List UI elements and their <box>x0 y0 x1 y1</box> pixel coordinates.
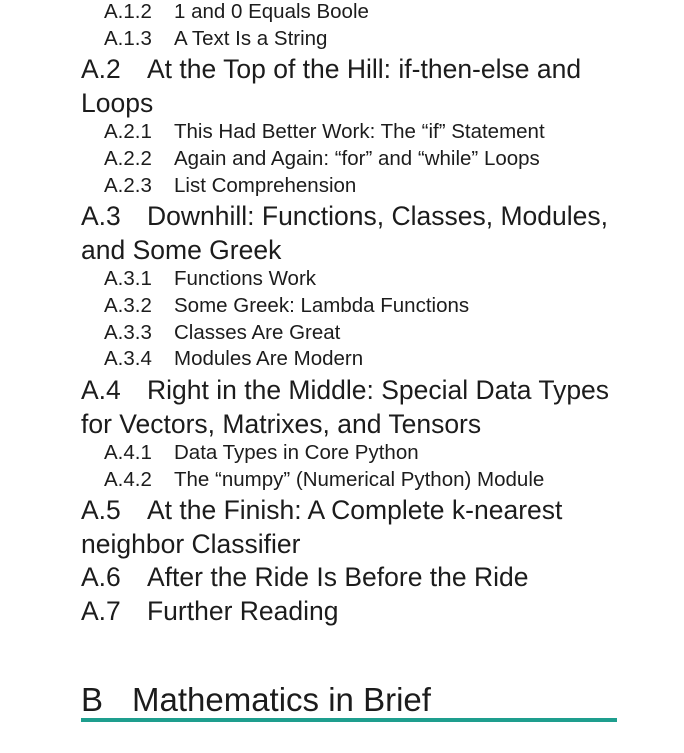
chapter-number: B <box>81 681 104 718</box>
entry-title: Data Types in Core Python <box>174 441 419 464</box>
toc-entry-a-4-1[interactable] <box>104 439 419 466</box>
toc-entry-a-4-2[interactable] <box>104 466 544 493</box>
chapter-underline-rule <box>81 718 617 722</box>
toc-entry-a-3[interactable] <box>81 199 641 267</box>
entry-title: Functions Work <box>174 267 317 290</box>
entry-title: Classes Are Great <box>174 321 341 344</box>
entry-title: List Comprehension <box>174 174 357 197</box>
entry-title: Downhill: Functions, Classes, Modules, and Some Greek <box>81 201 608 265</box>
entry-number: A.7 <box>81 596 121 626</box>
entry-title: Right in the Middle: Special Data Types for Vectors, Matrixes, and Tensors <box>81 375 610 439</box>
toc-entry-a-1-3[interactable] <box>104 25 327 52</box>
entry-number: A.1.3 <box>104 27 152 50</box>
entry-number: A.3 <box>81 201 121 231</box>
entry-number: A.5 <box>81 495 121 525</box>
entry-title: Further Reading <box>147 596 339 626</box>
entry-number: A.3.1 <box>104 267 152 290</box>
entry-number: A.4.2 <box>104 468 152 491</box>
entry-number: A.6 <box>81 562 121 592</box>
toc-entry-a-1-2[interactable] <box>104 0 369 25</box>
toc-entry-a-3-3[interactable] <box>104 319 340 346</box>
entry-number: A.3.2 <box>104 294 152 317</box>
entry-title: The “numpy” (Numerical Python) Module <box>174 468 545 491</box>
chapter-title: Mathematics in Brief <box>132 681 431 718</box>
toc-entry-a-4[interactable] <box>81 373 641 441</box>
entry-number: A.2.2 <box>104 147 152 170</box>
toc-entry-a-3-1[interactable] <box>104 265 316 292</box>
entry-number: A.2 <box>81 54 121 84</box>
entry-number: A.4.1 <box>104 441 152 464</box>
entry-title: This Had Better Work: The “if” Statement <box>174 120 545 143</box>
entry-number: A.2.1 <box>104 120 152 143</box>
entry-title: At the Finish: A Complete k-nearest neighbor Classifier <box>81 495 563 559</box>
toc-entry-a-3-2[interactable] <box>104 292 469 319</box>
entry-title: 1 and 0 Equals Boole <box>174 0 369 23</box>
entry-title: Some Greek: Lambda Functions <box>174 294 470 317</box>
toc-entry-a-2-3[interactable] <box>104 172 356 199</box>
entry-title: A Text Is a String <box>174 27 328 50</box>
toc-entry-a-2-1[interactable] <box>104 118 545 145</box>
toc-entry-a-2[interactable] <box>81 52 641 120</box>
entry-title: At the Top of the Hill: if-then-else and Loops <box>81 54 582 118</box>
entry-number: A.3.3 <box>104 321 152 344</box>
entry-number: A.2.3 <box>104 174 152 197</box>
toc-entry-a-5[interactable] <box>81 493 641 561</box>
entry-number: A.1.2 <box>104 0 152 23</box>
entry-number: A.3.4 <box>104 347 152 370</box>
toc-entry-a-3-4[interactable] <box>104 345 363 372</box>
chapter-heading-b[interactable] <box>81 680 617 720</box>
entry-title: Modules Are Modern <box>174 347 364 370</box>
entry-title: Again and Again: “for” and “while” Loops <box>174 147 540 170</box>
entry-title: After the Ride Is Before the Ride <box>147 562 529 592</box>
toc-entry-a-6[interactable] <box>81 560 641 594</box>
entry-number: A.4 <box>81 375 121 405</box>
toc-entry-a-7[interactable] <box>81 594 641 628</box>
toc-entry-a-2-2[interactable] <box>104 145 540 172</box>
